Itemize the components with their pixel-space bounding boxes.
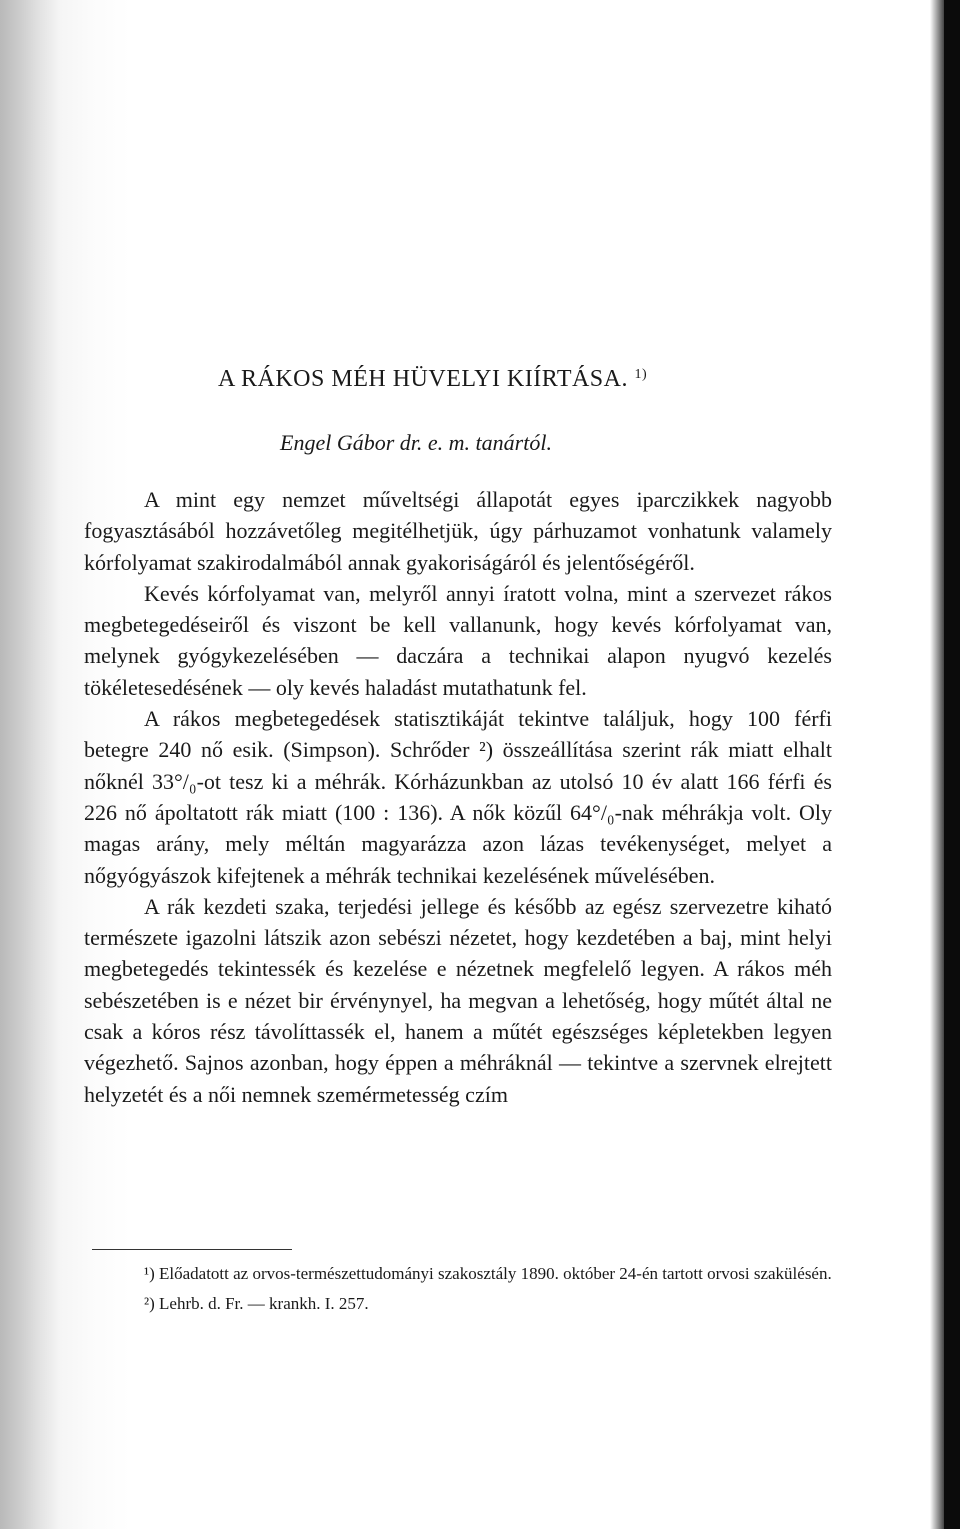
paragraph: A rák kezdeti szaka, terjedési jellege és később az egész szervezetre kiható természete igazolni látszik azon sebészi nézetet, hogy kezdetében a baj, mint helyi megbetegedés tekintessék és kezelése e nézetnek megfelelő legyen. A rákos méh sebészetében is e nézet bir érvénynyel, ha megvan a lehetőség, hogy műtét által ne csak a kóros rész távolíttassék el, hanem a műtét egészséges képletekben legyen végezhető. Sajnos azonban, hogy éppen a méhráknál — tekintve a szervnek elrejtett helyzetét és a női nemnek szemérmetesség czím	[84, 893, 832, 1107]
article-body	[84, 484, 832, 1110]
article-title-text: A RÁKOS MÉH HÜVELYI KIÍRTÁSA.	[218, 366, 628, 392]
paragraph: Kevés kórfolyamat van, melyről annyi íratott volna, mint a szervezet rákos megbetegedéseiről és viszont be kell vallanunk, hogy kevés kórfolyamat van, melynek gyógykezelésében — daczára a technikai alapon nyugvó kezelés tökéletesedésének — oly kevés haladást mutathatunk fel.	[84, 580, 832, 700]
scan-edge	[944, 0, 960, 1529]
footnote-divider	[92, 1249, 292, 1250]
article-title	[218, 366, 718, 393]
footnote-1: ¹) Előadatott az orvos-természettudományi szakosztály 1890. október 24-én tartott orvosi szakülésén.	[144, 1264, 832, 1283]
paragraph: A rákos megbetegedések statisztikáját tekintve találjuk, hogy 100 férfi betegre 240 nő esik. (Simpson). Schrőder ²) összeállítása szerint rák miatt elhalt nőknél 33°/₀-ot tesz ki a méhrák. Kórházunkban az utolsó 10 év alatt 166 férfi és 226 nő ápoltatott rák miatt (100 : 136). A nők közűl 64°/₀-nak méhrákja volt. Oly magas arány, mely méltán magyarázza azon lázas tevékenységet, melyet a nőgyógyászok kifejtenek a méhrák technikai kezelésének művelésében.	[84, 706, 832, 888]
footnotes	[92, 1262, 838, 1316]
footnote-2: ²) Lehrb. d. Fr. — krankh. I. 257.	[144, 1294, 369, 1313]
article-author: Engel Gábor dr. e. m. tanártól.	[280, 430, 552, 455]
title-footnote-mark: 1)	[634, 367, 648, 382]
binding-shadow	[0, 0, 60, 1529]
paragraph: A mint egy nemzet műveltségi állapotát egyes iparczikkek nagyobb fogyasztásából hozzávetőleg megitélhetjük, úgy párhuzamot vonhatunk valamely kórfolyamat szakirodalmából annak gyakoriságáról és jelentőségéről.	[84, 487, 832, 575]
